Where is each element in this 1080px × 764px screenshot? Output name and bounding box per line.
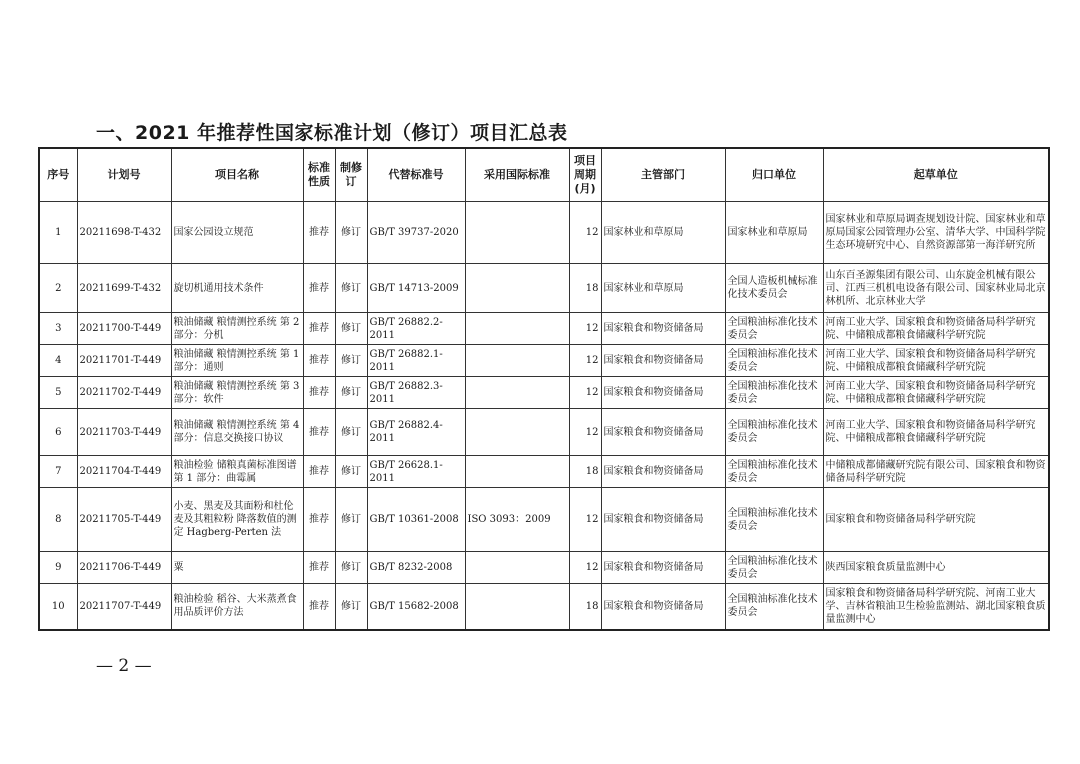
cell-seq: 9 xyxy=(39,552,77,584)
cell-nature: 推荐 xyxy=(303,377,335,409)
cell-nature: 推荐 xyxy=(303,345,335,377)
table-row xyxy=(39,409,1049,456)
table-row xyxy=(39,264,1049,313)
table-row xyxy=(39,552,1049,584)
header-intl: 采用国际标准 xyxy=(465,148,569,202)
cell-unit: 全国粮油标准化技术委员会 xyxy=(725,584,823,630)
cell-dept: 国家林业和草原局 xyxy=(601,264,725,313)
cell-replace: GB/T 26882.2-2011 xyxy=(367,313,465,345)
cell-period: 12 xyxy=(569,345,601,377)
cell-seq: 2 xyxy=(39,264,77,313)
header-plan-no: 计划号 xyxy=(77,148,171,202)
cell-dept: 国家粮食和物资储备局 xyxy=(601,345,725,377)
cell-period: 12 xyxy=(569,202,601,264)
cell-intl xyxy=(465,409,569,456)
cell-dept: 国家粮食和物资储备局 xyxy=(601,409,725,456)
cell-plan-no: 20211706-T-449 xyxy=(77,552,171,584)
header-type: 制修订 xyxy=(335,148,367,202)
cell-plan-no: 20211707-T-449 xyxy=(77,584,171,630)
cell-name: 粮油检验 储粮真菌标准图谱 第 1 部分：曲霉属 xyxy=(171,456,303,488)
cell-unit: 全国粮油标准化技术委员会 xyxy=(725,456,823,488)
standards-table xyxy=(38,147,1050,631)
cell-replace: GB/T 15682-2008 xyxy=(367,584,465,630)
cell-unit: 全国粮油标准化技术委员会 xyxy=(725,377,823,409)
cell-name: 粮油储藏 粮情测控系统 第 4 部分：信息交换接口协议 xyxy=(171,409,303,456)
cell-unit: 国家林业和草原局 xyxy=(725,202,823,264)
cell-intl xyxy=(465,202,569,264)
table-row xyxy=(39,488,1049,552)
cell-plan-no: 20211699-T-432 xyxy=(77,264,171,313)
cell-replace: GB/T 26628.1-2011 xyxy=(367,456,465,488)
cell-dept: 国家粮食和物资储备局 xyxy=(601,488,725,552)
cell-plan-no: 20211700-T-449 xyxy=(77,313,171,345)
cell-plan-no: 20211705-T-449 xyxy=(77,488,171,552)
header-drafter: 起草单位 xyxy=(823,148,1049,202)
cell-type: 修订 xyxy=(335,456,367,488)
cell-nature: 推荐 xyxy=(303,313,335,345)
cell-drafter: 陕西国家粮食质量监测中心 xyxy=(823,552,1049,584)
cell-nature: 推荐 xyxy=(303,584,335,630)
cell-name: 粮油储藏 粮情测控系统 第 3 部分：软件 xyxy=(171,377,303,409)
cell-intl xyxy=(465,584,569,630)
cell-period: 12 xyxy=(569,409,601,456)
cell-intl: ISO 3093：2009 xyxy=(465,488,569,552)
cell-type: 修订 xyxy=(335,377,367,409)
header-nature: 标准性质 xyxy=(303,148,335,202)
cell-seq: 10 xyxy=(39,584,77,630)
cell-drafter: 河南工业大学、国家粮食和物资储备局科学研究院、中储粮成都粮食储藏科学研究院 xyxy=(823,313,1049,345)
cell-nature: 推荐 xyxy=(303,264,335,313)
cell-intl xyxy=(465,377,569,409)
cell-intl xyxy=(465,345,569,377)
cell-replace: GB/T 10361-2008 xyxy=(367,488,465,552)
cell-drafter: 国家粮食和物资储备局科学研究院、河南工业大学、吉林省粮油卫生检验监测站、湖北国家粮食质量监测中心 xyxy=(823,584,1049,630)
cell-drafter: 河南工业大学、国家粮食和物资储备局科学研究院、中储粮成都粮食储藏科学研究院 xyxy=(823,409,1049,456)
table-row xyxy=(39,584,1049,630)
cell-period: 12 xyxy=(569,488,601,552)
cell-name: 旋切机通用技术条件 xyxy=(171,264,303,313)
cell-period: 18 xyxy=(569,264,601,313)
cell-drafter: 国家林业和草原局调查规划设计院、国家林业和草原局国家公园管理办公室、清华大学、中国科学院生态环境研究中心、自然资源部第一海洋研究所 xyxy=(823,202,1049,264)
cell-unit: 全国粮油标准化技术委员会 xyxy=(725,345,823,377)
cell-dept: 国家林业和草原局 xyxy=(601,202,725,264)
cell-plan-no: 20211702-T-449 xyxy=(77,377,171,409)
cell-name: 粮油检验 稻谷、大米蒸煮食用品质评价方法 xyxy=(171,584,303,630)
cell-nature: 推荐 xyxy=(303,488,335,552)
cell-seq: 5 xyxy=(39,377,77,409)
cell-replace: GB/T 39737-2020 xyxy=(367,202,465,264)
cell-seq: 1 xyxy=(39,202,77,264)
cell-plan-no: 20211698-T-432 xyxy=(77,202,171,264)
table-row xyxy=(39,456,1049,488)
cell-intl xyxy=(465,552,569,584)
table-row xyxy=(39,345,1049,377)
cell-type: 修订 xyxy=(335,488,367,552)
cell-name: 粟 xyxy=(171,552,303,584)
cell-seq: 3 xyxy=(39,313,77,345)
cell-nature: 推荐 xyxy=(303,456,335,488)
cell-plan-no: 20211701-T-449 xyxy=(77,345,171,377)
cell-unit: 全国粮油标准化技术委员会 xyxy=(725,488,823,552)
cell-dept: 国家粮食和物资储备局 xyxy=(601,313,725,345)
cell-seq: 7 xyxy=(39,456,77,488)
cell-name: 粮油储藏 粮情测控系统 第 1 部分：通则 xyxy=(171,345,303,377)
cell-dept: 国家粮食和物资储备局 xyxy=(601,552,725,584)
cell-nature: 推荐 xyxy=(303,202,335,264)
cell-period: 12 xyxy=(569,552,601,584)
cell-unit: 全国人造板机械标准化技术委员会 xyxy=(725,264,823,313)
cell-plan-no: 20211704-T-449 xyxy=(77,456,171,488)
cell-period: 12 xyxy=(569,377,601,409)
table-title: 一、2021 年推荐性国家标准计划（修订）项目汇总表 xyxy=(96,122,568,144)
cell-unit: 全国粮油标准化技术委员会 xyxy=(725,552,823,584)
cell-drafter: 中储粮成都储藏研究院有限公司、国家粮食和物资储备局科学研究院 xyxy=(823,456,1049,488)
cell-unit: 全国粮油标准化技术委员会 xyxy=(725,409,823,456)
table-row xyxy=(39,202,1049,264)
cell-type: 修订 xyxy=(335,202,367,264)
cell-seq: 6 xyxy=(39,409,77,456)
cell-type: 修订 xyxy=(335,345,367,377)
cell-type: 修订 xyxy=(335,552,367,584)
cell-unit: 全国粮油标准化技术委员会 xyxy=(725,313,823,345)
header-name: 项目名称 xyxy=(171,148,303,202)
cell-period: 12 xyxy=(569,313,601,345)
cell-replace: GB/T 26882.4-2011 xyxy=(367,409,465,456)
cell-drafter: 河南工业大学、国家粮食和物资储备局科学研究院、中储粮成都粮食储藏科学研究院 xyxy=(823,345,1049,377)
cell-replace: GB/T 26882.3-2011 xyxy=(367,377,465,409)
cell-drafter: 河南工业大学、国家粮食和物资储备局科学研究院、中储粮成都粮食储藏科学研究院 xyxy=(823,377,1049,409)
cell-type: 修订 xyxy=(335,264,367,313)
cell-type: 修订 xyxy=(335,313,367,345)
cell-dept: 国家粮食和物资储备局 xyxy=(601,377,725,409)
cell-intl xyxy=(465,313,569,345)
cell-replace: GB/T 26882.1-2011 xyxy=(367,345,465,377)
page-number: — 2 — xyxy=(96,656,152,676)
header-unit: 归口单位 xyxy=(725,148,823,202)
cell-seq: 4 xyxy=(39,345,77,377)
cell-replace: GB/T 8232-2008 xyxy=(367,552,465,584)
table-row xyxy=(39,313,1049,345)
cell-type: 修订 xyxy=(335,584,367,630)
cell-replace: GB/T 14713-2009 xyxy=(367,264,465,313)
cell-seq: 8 xyxy=(39,488,77,552)
cell-intl xyxy=(465,264,569,313)
cell-drafter: 国家粮食和物资储备局科学研究院 xyxy=(823,488,1049,552)
header-seq: 序号 xyxy=(39,148,77,202)
cell-period: 18 xyxy=(569,584,601,630)
cell-name: 国家公园设立规范 xyxy=(171,202,303,264)
header-period: 项目周期(月) xyxy=(569,148,601,202)
cell-nature: 推荐 xyxy=(303,409,335,456)
header-replace: 代替标准号 xyxy=(367,148,465,202)
cell-name: 粮油储藏 粮情测控系统 第 2 部分：分机 xyxy=(171,313,303,345)
cell-dept: 国家粮食和物资储备局 xyxy=(601,584,725,630)
cell-dept: 国家粮食和物资储备局 xyxy=(601,456,725,488)
cell-plan-no: 20211703-T-449 xyxy=(77,409,171,456)
cell-intl xyxy=(465,456,569,488)
cell-period: 18 xyxy=(569,456,601,488)
cell-nature: 推荐 xyxy=(303,552,335,584)
cell-name: 小麦、黑麦及其面粉和杜伦麦及其粗粒粉 降落数值的测定 Hagberg-Perten 法 xyxy=(171,488,303,552)
cell-type: 修订 xyxy=(335,409,367,456)
table-row xyxy=(39,377,1049,409)
cell-drafter: 山东百圣源集团有限公司、山东旋金机械有限公司、江西三机机电设备有限公司、国家林业局北京林机所、北京林业大学 xyxy=(823,264,1049,313)
header-row xyxy=(39,148,1049,202)
header-dept: 主管部门 xyxy=(601,148,725,202)
